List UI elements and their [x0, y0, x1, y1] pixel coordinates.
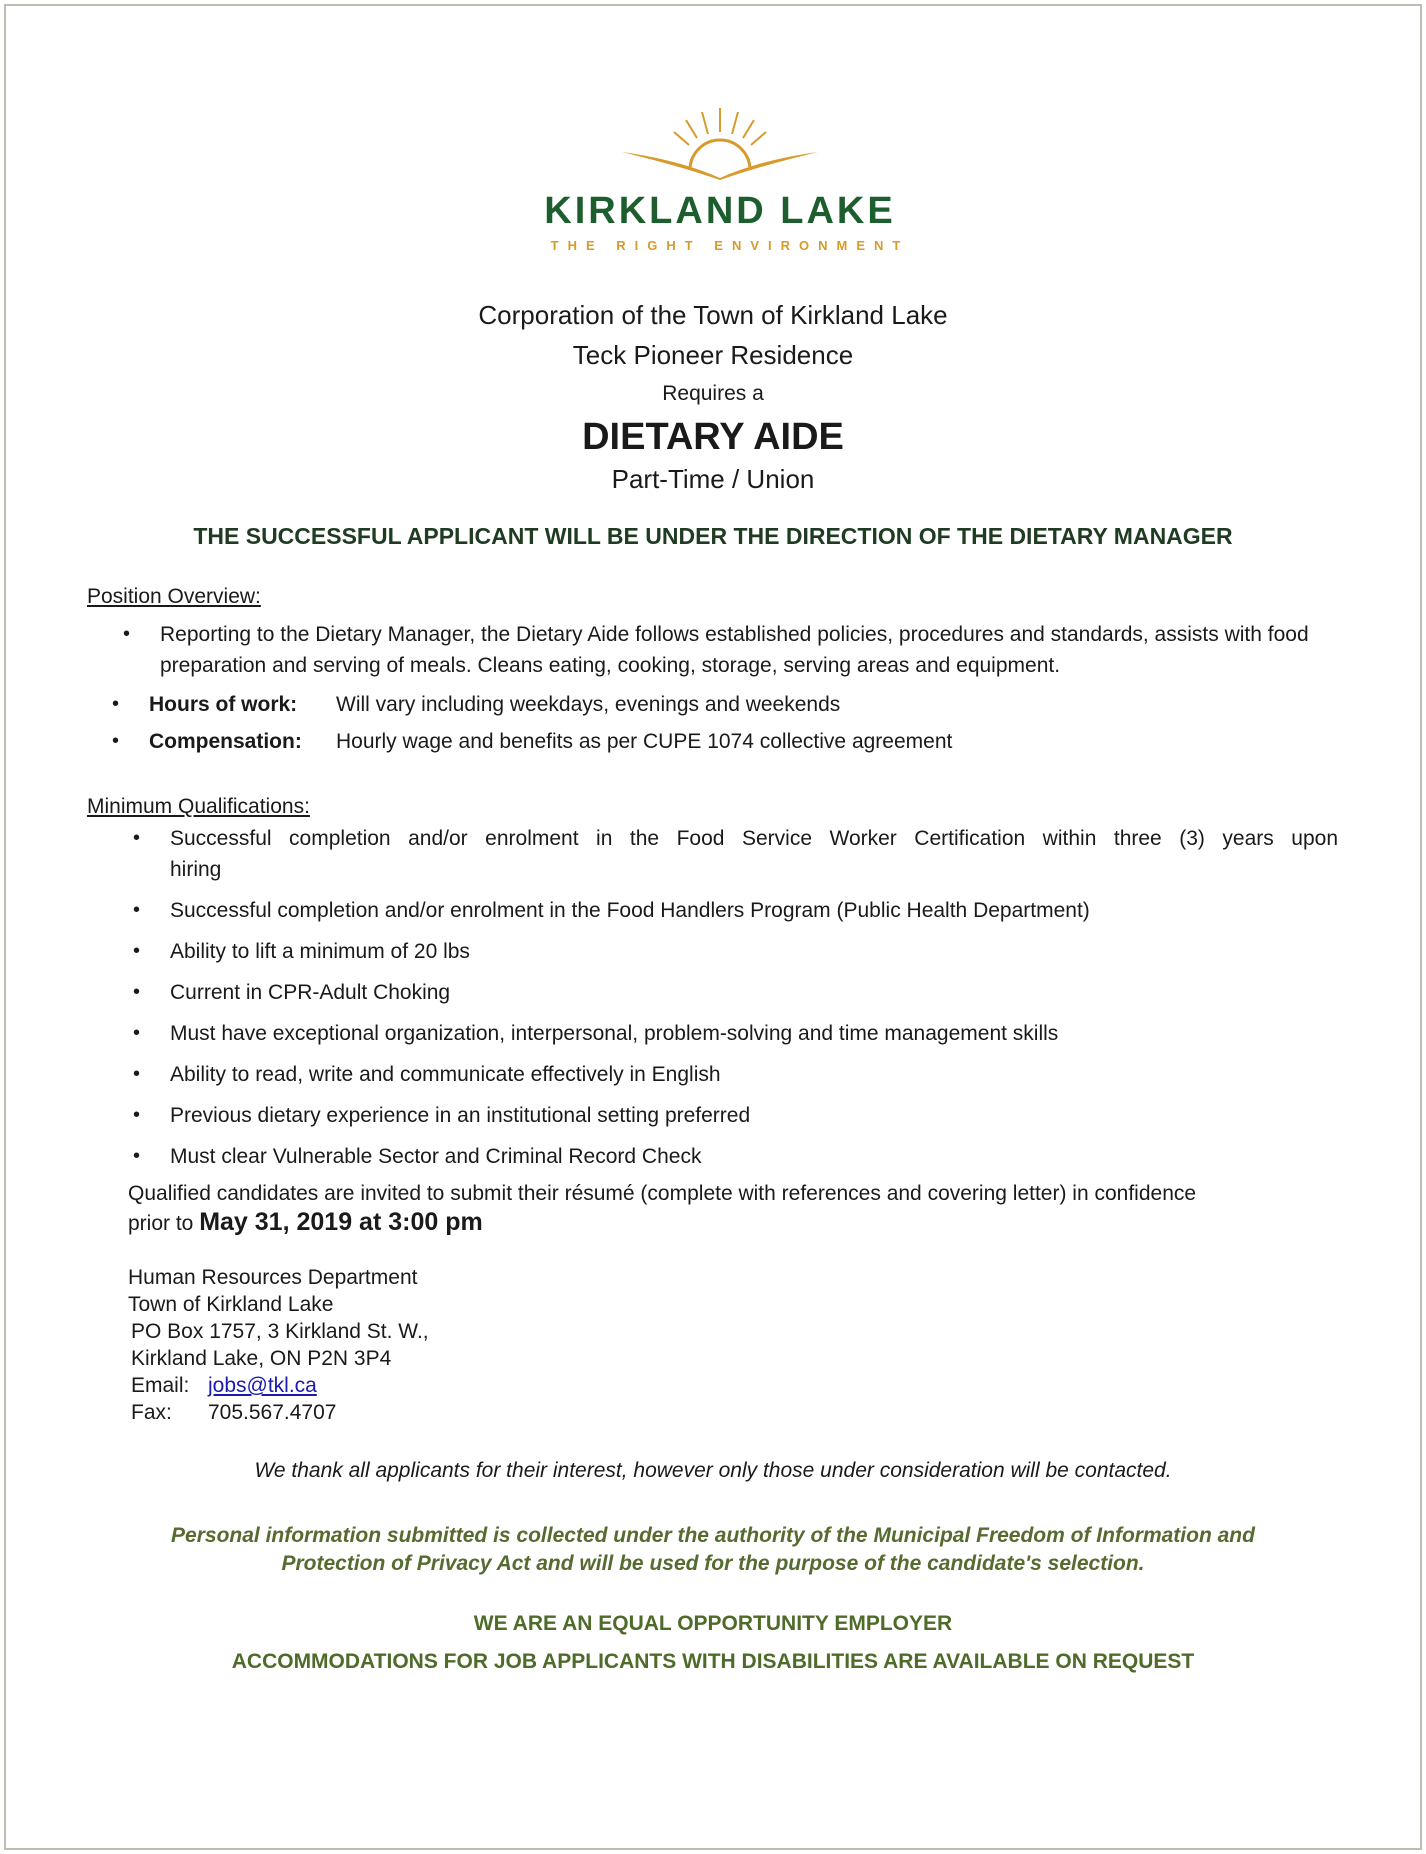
position-overview-heading: Position Overview:: [87, 585, 261, 608]
list-item: [170, 823, 1338, 885]
mailing-address: [128, 1264, 429, 1426]
qualifications-list: [170, 823, 1338, 1182]
invite-text: Qualified candidates are invited to submit their résumé (complete with references and covering letter) in confidence: [128, 1182, 1197, 1205]
fax-label: Fax:: [131, 1401, 172, 1424]
organization-name: Corporation of the Town of Kirkland Lake: [478, 300, 948, 330]
fax-row: [128, 1399, 429, 1426]
qualification-text: • Successful completion and/or enrolment in the Food Service Worker Certification within three (3) years upon: [170, 827, 1338, 850]
logo-name: KIRKLAND LAKE: [544, 190, 896, 232]
prior-to-text: prior to: [128, 1212, 194, 1235]
thanks-note: We thank all applicants for their interest, however only those under consideration will be contacted.: [254, 1459, 1172, 1482]
accommodations-statement: ACCOMMODATIONS FOR JOB APPLICANTS WITH DISABILITIES ARE AVAILABLE ON REQUEST: [231, 1650, 1195, 1673]
address-dept: Human Resources Department: [128, 1266, 418, 1289]
privacy-line-1: Personal information submitted is collected under the authority of the Municipal Freedom of Information and: [171, 1524, 1255, 1547]
email-row: [128, 1372, 429, 1399]
list-item: • Current in CPR-Adult Choking: [170, 977, 1338, 1008]
residence-name: Teck Pioneer Residence: [572, 340, 854, 370]
direction-statement: THE SUCCESSFUL APPLICANT WILL BE UNDER THE DIRECTION OF THE DIETARY MANAGER: [193, 523, 1233, 549]
list-item: [149, 726, 1329, 757]
position-overview-list: [149, 619, 1340, 763]
overview-summary: Reporting to the Dietary Manager, the Dietary Aide follows established policies, procedures and standards, assists with food preparation and serving of meals. Cleans eating, cooking, storage, serving areas and equipment.: [160, 623, 1309, 677]
rising-sun-icon: [620, 100, 820, 180]
fax-number: 705.567.4707: [208, 1401, 337, 1424]
list-item: • Must have exceptional organization, interpersonal, problem-solving and time management skills: [170, 1018, 1338, 1049]
list-item: [160, 619, 1340, 681]
deadline-date: May 31, 2019 at 3:00 pm: [199, 1208, 483, 1236]
list-item: [149, 689, 1329, 720]
privacy-notice: [0, 1522, 1426, 1578]
privacy-line-2: Protection of Privacy Act and will be used for the purpose of the candidate's selection.: [281, 1552, 1145, 1575]
address-city: Kirkland Lake, ON P2N 3P4: [131, 1347, 392, 1370]
address-po-box: PO Box 1757, 3 Kirkland St. W.,: [131, 1320, 429, 1343]
list-item: • Must clear Vulnerable Sector and Criminal Record Check: [170, 1141, 1338, 1172]
application-invitation: [128, 1180, 1358, 1238]
list-item: • Ability to read, write and communicate effectively in English: [170, 1059, 1338, 1090]
email-link[interactable]: jobs@tkl.ca: [208, 1374, 317, 1397]
email-label: Email:: [131, 1374, 190, 1397]
minimum-qualifications-heading: Minimum Qualifications:: [87, 795, 310, 818]
hours-label: Hours of work:: [149, 693, 298, 716]
list-item: • Previous dietary experience in an institutional setting preferred: [170, 1100, 1338, 1131]
kirkland-lake-logo: [520, 100, 920, 260]
requires-text: Requires a: [662, 382, 764, 405]
compensation-value: Hourly wage and benefits as per CUPE 1074 collective agreement: [336, 730, 953, 753]
list-item: • Ability to lift a minimum of 20 lbs: [170, 936, 1338, 967]
job-type: Part-Time / Union: [611, 464, 815, 494]
address-town: Town of Kirkland Lake: [128, 1293, 334, 1316]
qualification-text-cont: hiring: [170, 858, 222, 881]
logo-tagline: THE RIGHT ENVIRONMENT: [550, 238, 910, 253]
list-item: • Successful completion and/or enrolment in the Food Handlers Program (Public Health Department): [170, 895, 1338, 926]
compensation-label: Compensation:: [149, 730, 302, 753]
equal-opportunity-statement: WE ARE AN EQUAL OPPORTUNITY EMPLOYER: [473, 1612, 953, 1635]
job-title: DIETARY AIDE: [582, 416, 844, 458]
hours-value: Will vary including weekdays, evenings and weekends: [336, 693, 841, 716]
